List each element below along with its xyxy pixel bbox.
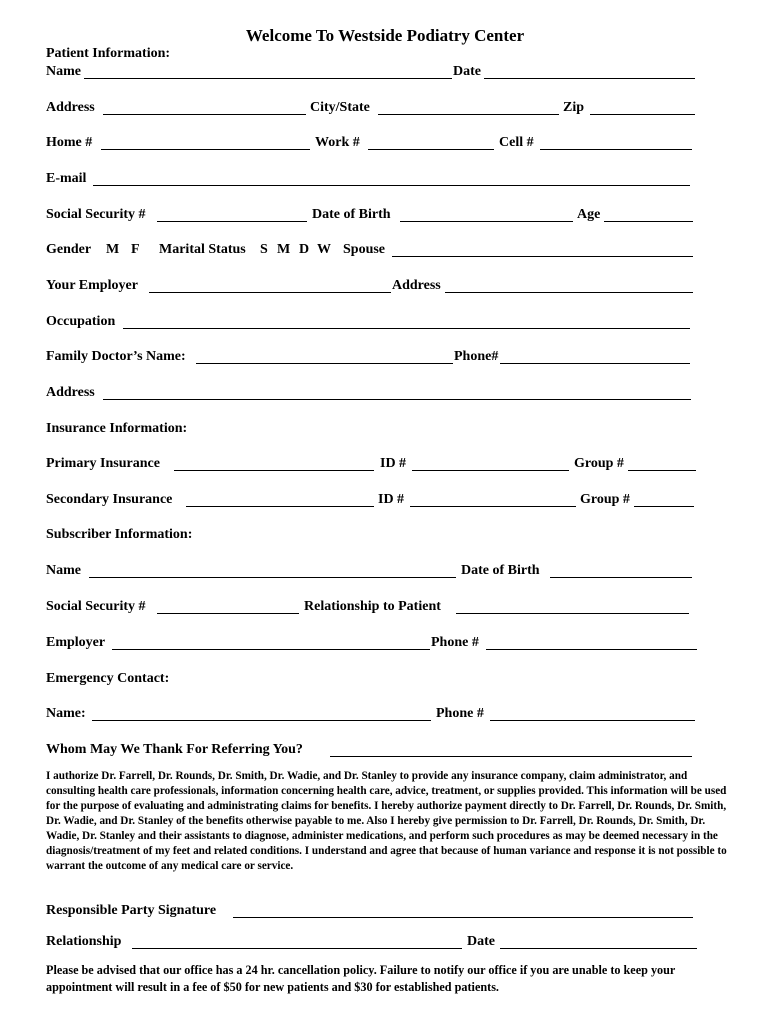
date-label: Date (453, 64, 481, 79)
subscriber-phone-field[interactable] (486, 649, 697, 650)
email-field[interactable] (93, 185, 690, 186)
doctor-phone-label: Phone# (454, 349, 499, 364)
subscriber-name-field[interactable] (89, 577, 456, 578)
work-phone-field[interactable] (368, 149, 494, 150)
dob-field[interactable] (400, 221, 573, 222)
family-doctor-label: Family Doctor’s Name: (46, 349, 186, 364)
subscriber-employer-label: Employer (46, 635, 106, 650)
occupation-label: Occupation (46, 314, 116, 329)
marital-option-w[interactable]: W (317, 242, 331, 257)
marital-option-d[interactable]: D (299, 242, 310, 257)
zip-field[interactable] (590, 114, 695, 115)
address-label: Address (46, 100, 95, 115)
primary-insurance-label: Primary Insurance (46, 456, 160, 471)
emergency-name-field[interactable] (92, 720, 431, 721)
emergency-phone-label: Phone # (436, 706, 484, 721)
employer-label: Your Employer (46, 278, 138, 293)
family-doctor-field[interactable] (196, 363, 453, 364)
secondary-id-field[interactable] (410, 506, 576, 507)
employer-field[interactable] (149, 292, 391, 293)
emergency-name-label: Name: (46, 706, 86, 721)
name-label: Name (46, 64, 81, 79)
spouse-field[interactable] (392, 256, 693, 257)
emergency-phone-field[interactable] (490, 720, 695, 721)
home-phone-label: Home # (46, 135, 93, 150)
primary-group-label: Group # (574, 456, 624, 471)
city-state-field[interactable] (378, 114, 559, 115)
email-label: E-mail (46, 171, 87, 186)
home-phone-field[interactable] (101, 149, 310, 150)
patient-info-heading: Patient Information: (46, 46, 171, 61)
signature-label: Responsible Party Signature (46, 903, 217, 918)
secondary-group-field[interactable] (634, 506, 694, 507)
authorization-statement: I authorize Dr. Farrell, Dr. Rounds, Dr. Smith, Dr. Wadie, and Dr. Stanley to provide any insurance company, claim administrator, and consulting health care professionals, information concerning health care, advice, treatment, or supplies provided. This information will be used for the purpose of evaluating and administrating claims for benefits. I hereby authorize payment directly to Dr. Farrell, Dr. Rounds, Dr. Smith, Dr. Wadie, and Dr. Stanley of the benefits otherwise payable to me. Also I hereby give permission to Dr. Farrell, Dr. Rounds, Dr. Smith, Dr. Wadie, Dr. Stanley and their assistants to diagnose, administer medications, and perform such procedures as may be deemed necessary in the diagnosis/treatment of my feet and related conditions. I understand and agree that because of human variance and response it is not possible to warrant the outcome of any medical care or service. (46, 770, 727, 872)
age-field[interactable] (604, 221, 693, 222)
date-field[interactable] (484, 78, 695, 79)
zip-label: Zip (563, 100, 585, 115)
spouse-label: Spouse (343, 242, 386, 257)
marital-status-label: Marital Status (159, 242, 246, 257)
ssn-field[interactable] (157, 221, 307, 222)
primary-group-field[interactable] (628, 470, 696, 471)
cell-phone-label: Cell # (499, 135, 534, 150)
insurance-info-heading: Insurance Information: (46, 421, 188, 436)
subscriber-phone-label: Phone # (431, 635, 479, 650)
subscriber-ssn-label: Social Security # (46, 599, 146, 614)
age-label: Age (577, 207, 601, 222)
gender-option-m[interactable]: M (106, 242, 120, 257)
referral-field[interactable] (330, 756, 692, 757)
subscriber-info-heading: Subscriber Information: (46, 527, 193, 542)
subscriber-employer-field[interactable] (112, 649, 430, 650)
marital-option-m[interactable]: M (277, 242, 291, 257)
subscriber-dob-label: Date of Birth (461, 563, 540, 578)
signature-relationship-field[interactable] (132, 948, 462, 949)
signature-field[interactable] (233, 917, 693, 918)
city-state-label: City/State (310, 100, 370, 115)
subscriber-ssn-field[interactable] (157, 613, 299, 614)
doctor-phone-field[interactable] (500, 363, 690, 364)
secondary-insurance-label: Secondary Insurance (46, 492, 173, 507)
doctor-address-field[interactable] (103, 399, 691, 400)
name-field[interactable] (84, 78, 452, 79)
signature-relationship-label: Relationship (46, 934, 122, 949)
relationship-label: Relationship to Patient (304, 599, 441, 614)
referral-label: Whom May We Thank For Referring You? (46, 742, 303, 757)
form-title: Welcome To Westside Podiatry Center (245, 26, 525, 45)
secondary-id-label: ID # (378, 492, 405, 507)
primary-insurance-field[interactable] (174, 470, 374, 471)
dob-label: Date of Birth (312, 207, 391, 222)
signature-date-field[interactable] (500, 948, 697, 949)
primary-id-field[interactable] (412, 470, 569, 471)
subscriber-name-label: Name (46, 563, 81, 578)
signature-date-label: Date (467, 934, 495, 949)
work-phone-label: Work # (315, 135, 360, 150)
gender-option-f[interactable]: F (131, 242, 140, 257)
cancellation-policy: Please be advised that our office has a 24 hr. cancellation policy. Failure to notify our office if you are unable to keep your appointment will result in a fee of $50 for new patients and $30 for established patients. (46, 963, 676, 994)
employer-address-label: Address (392, 278, 441, 293)
occupation-field[interactable] (123, 328, 690, 329)
emergency-contact-heading: Emergency Contact: (46, 671, 170, 686)
doctor-address-label: Address (46, 385, 95, 400)
primary-id-label: ID # (380, 456, 407, 471)
gender-label: Gender (46, 242, 92, 257)
ssn-label: Social Security # (46, 207, 146, 222)
employer-address-field[interactable] (445, 292, 693, 293)
marital-option-s[interactable]: S (260, 242, 268, 257)
cell-phone-field[interactable] (540, 149, 692, 150)
secondary-group-label: Group # (580, 492, 630, 507)
address-field[interactable] (103, 114, 306, 115)
secondary-insurance-field[interactable] (186, 506, 374, 507)
subscriber-dob-field[interactable] (550, 577, 692, 578)
relationship-field[interactable] (456, 613, 689, 614)
